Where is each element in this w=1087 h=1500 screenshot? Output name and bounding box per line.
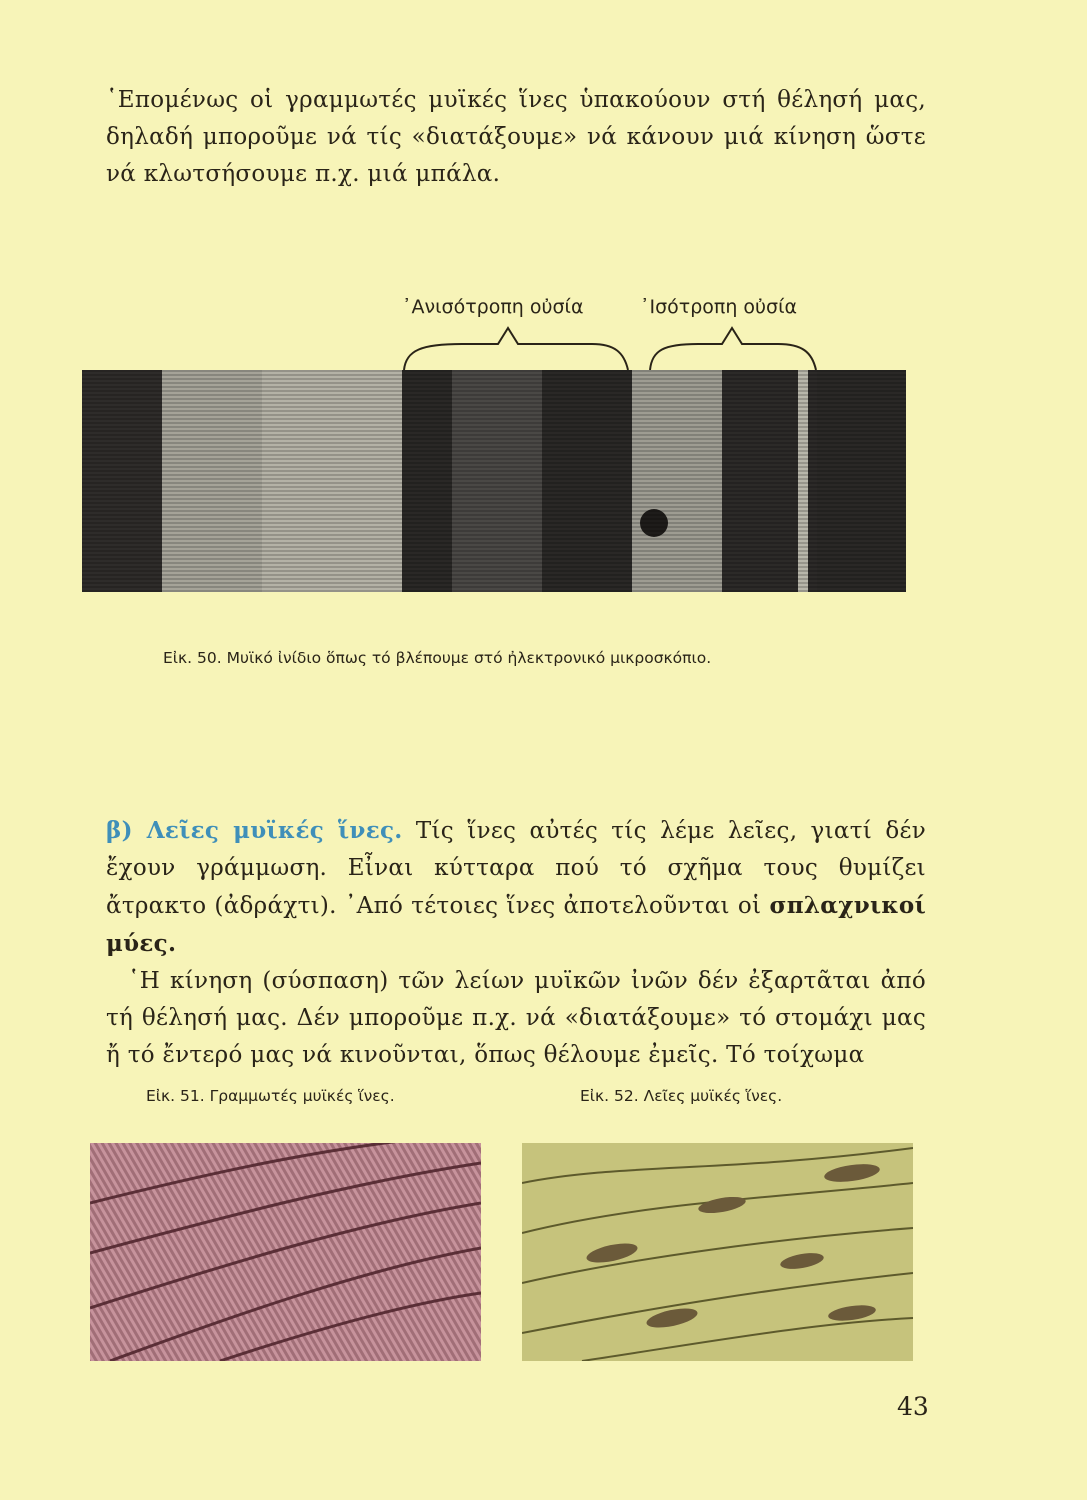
figure-51-caption: Εἰκ. 51. Γραμμωτές μυϊκές ἵνες.	[146, 1087, 395, 1105]
section-text-2: ῾Η κίνηση (σύσπαση) τῶν λείων μυϊκῶν ἰνῶν δέν ἐξαρτᾶται ἀπό τή θέλησή μας. Δέν μποροῦμε π.χ. νά «διατάξουμε» τό στομάχι μας ἤ τό ἔντερό μας νά κινοῦνται, ὅπως θέλουμε ἐμεῖς. Τό τοίχωμα	[106, 968, 926, 1068]
section-heading: β) Λεῖες μυϊκές ἵνες.	[106, 817, 403, 844]
paragraph-smooth-muscles	[106, 812, 926, 1074]
figure-50-caption: Εἰκ. 50. Μυϊκό ἰνίδιο ὅπως τό βλέπουμε στό ἠλεκτρονικό μικροσκόπιο.	[163, 649, 712, 667]
smooth-muscle-photo	[522, 1143, 913, 1361]
anisotropic-label: ᾿Ανισότροπη οὐσία	[402, 296, 584, 318]
electron-micrograph-myofibril	[82, 370, 906, 592]
paragraph-voluntary-muscles: ῾Επομένως οἱ γραμμωτές μυϊκές ἵνες ὑπακούουν στή θέλησή μας, δηλαδή μποροῦμε νά τίς «διατάξουμε» νά κάνουν μιά κίνηση ὥστε νά κλωτσήσουμε π.χ. μιά μπάλα.	[106, 87, 926, 187]
bold-term: σπλαχνικοί μύες.	[106, 892, 926, 957]
label-brackets	[402, 322, 832, 372]
section-text-1: Τίς ἵνες αὐτές τίς λέμε λεῖες, γιατί δέν ἔχουν γράμμωση. Εἶναι κύτταρα πού τό σχῆμα τους θυμίζει ἄτρακτο (ἀδράχτι). ᾿Από τέτοιες ἵνες ἀποτελοῦνται οἱ	[106, 818, 926, 919]
em-figure-labels	[402, 296, 862, 376]
figure-52-caption: Εἰκ. 52. Λεῖες μυϊκές ἵνες.	[580, 1087, 783, 1105]
page-number: 43	[897, 1392, 929, 1421]
isotropic-label: ᾿Ισότροπη οὐσία	[640, 296, 798, 318]
striated-muscle-photo	[90, 1143, 481, 1361]
